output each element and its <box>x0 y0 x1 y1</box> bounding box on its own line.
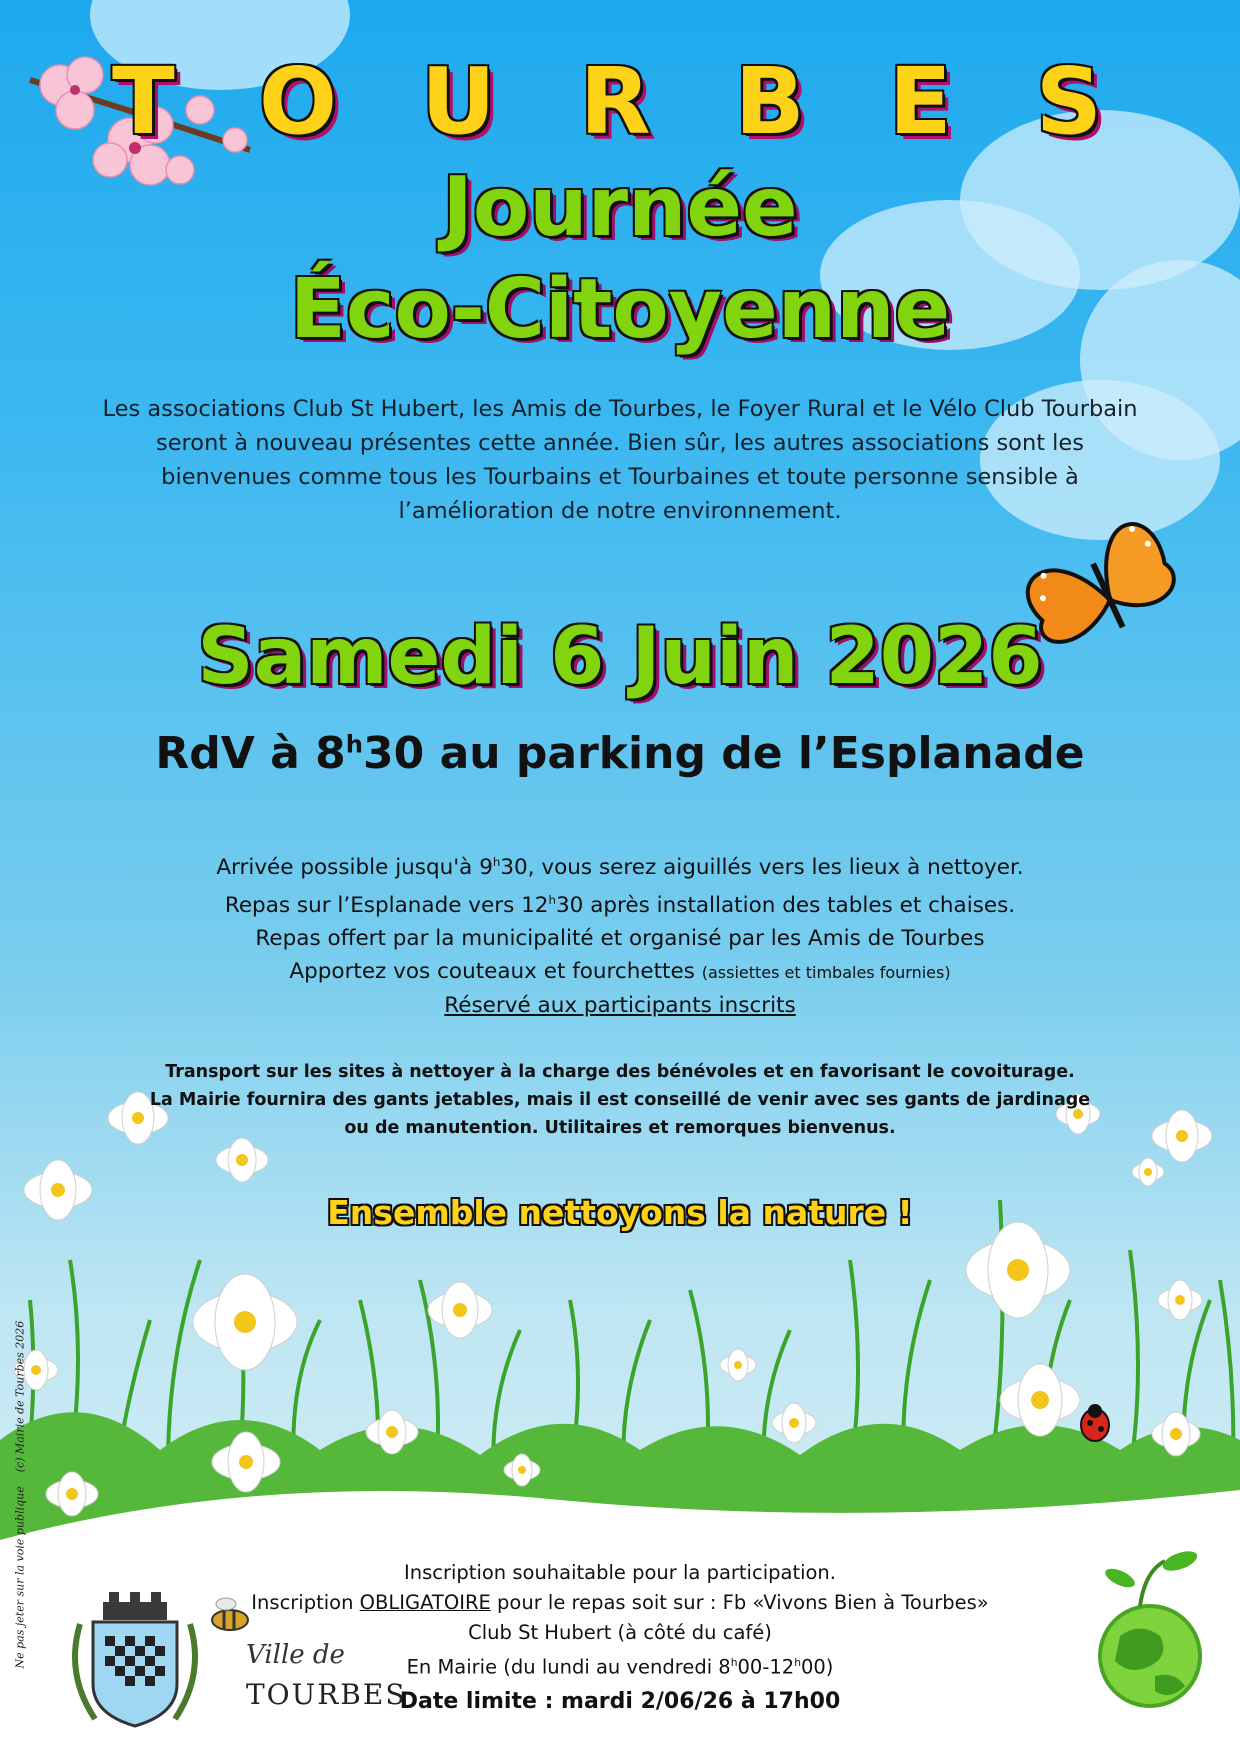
rdv-text: RdV à 8 <box>155 728 346 779</box>
mandatory-label: OBLIGATOIRE <box>359 1591 491 1614</box>
detail-line <box>0 955 1240 989</box>
detail-text: Repas sur l’Esplanade vers 12 <box>224 893 549 919</box>
registration-text: pour le repas soit sur : Fb «Vivons Bien à Tourbes» <box>490 1591 989 1614</box>
participants-note: Réservé aux participants inscrits <box>444 993 796 1019</box>
intro-line: bienvenues comme tous les Tourbains et Tourbaines et toute personne sensible à <box>161 464 1079 490</box>
registration-text: 00-12 <box>737 1655 795 1679</box>
transport-line: La Mairie fournira des gants jetables, mais il est conseillé de venir avec ses gants de jardinage <box>149 1090 1091 1110</box>
detail-text: 30, vous serez aiguillés vers les lieux à nettoyer. <box>500 855 1024 881</box>
registration-text: En Mairie (du lundi au vendredi 8 <box>406 1655 731 1679</box>
registration-sup: h <box>730 1656 738 1669</box>
detail-line <box>0 989 1240 1022</box>
logo-ville-text: Ville de <box>246 1640 345 1670</box>
transport-line: ou de manutention. Utilitaires et remorques bienvenus. <box>344 1118 896 1138</box>
registration-line: Club St Hubert (à côté du café) <box>468 1621 772 1644</box>
transport-line: Transport sur les sites à nettoyer à la charge des bénévoles et en favorisant le covoiturage. <box>165 1062 1075 1082</box>
deadline: Date limite : mardi 2/06/26 à 17h00 <box>399 1688 841 1714</box>
detail-sup: h <box>548 893 556 908</box>
intro-line: l’amélioration de notre environnement. <box>398 498 842 524</box>
event-date: Samedi 6 Juin 2026 <box>197 612 1043 702</box>
detail-text: Arrivée possible jusqu'à 9 <box>216 855 493 881</box>
detail-line <box>0 846 1240 884</box>
intro-paragraph <box>0 392 1240 528</box>
registration-line: Inscription souhaitable pour la participation. <box>404 1561 836 1584</box>
detail-text: 30 après installation des tables et chaises. <box>556 893 1016 919</box>
ladybug-icon <box>1081 1404 1109 1441</box>
logo-name-text: TOURBES <box>246 1678 407 1711</box>
town-logo <box>246 1640 407 1711</box>
rdv-sup: h <box>345 730 364 759</box>
registration-line <box>250 1588 990 1618</box>
event-details <box>0 846 1240 1022</box>
detail-note: (assiettes et timbales fournies) <box>701 963 951 983</box>
detail-line: Repas offert par la municipalité et organisé par les Amis de Tourbes <box>255 926 985 952</box>
event-title-line-1: Journée <box>442 160 798 255</box>
town-title: T O U R B E S <box>112 48 1128 155</box>
event-title-line-2: Éco-Citoyenne <box>289 262 951 357</box>
slogan: Ensemble nettoyons la nature ! <box>327 1193 913 1232</box>
legal-notice-text: Ne pas jeter sur la voie publique <box>13 1486 27 1669</box>
registration-text: 00) <box>800 1655 834 1679</box>
intro-line: seront à nouveau présentes cette année. Bien sûr, les autres associations sont les <box>155 430 1084 456</box>
copyright-text: (c) Mairie de Tourbes 2026 <box>13 1320 27 1473</box>
registration-text: Inscription <box>251 1591 360 1614</box>
detail-text: Apportez vos couteaux et fourchettes <box>289 959 702 985</box>
transport-notice <box>0 1058 1240 1142</box>
meeting-point <box>0 728 1240 779</box>
intro-line: Les associations Club St Hubert, les Amis de Tourbes, le Foyer Rural et le Vélo Club Tourbain <box>102 396 1138 422</box>
detail-sup: h <box>492 855 501 869</box>
rdv-text: 30 au parking de l’Esplanade <box>363 728 1085 779</box>
registration-sup: h <box>794 1656 801 1669</box>
legal-notice <box>14 1229 27 1669</box>
detail-line <box>0 884 1240 922</box>
